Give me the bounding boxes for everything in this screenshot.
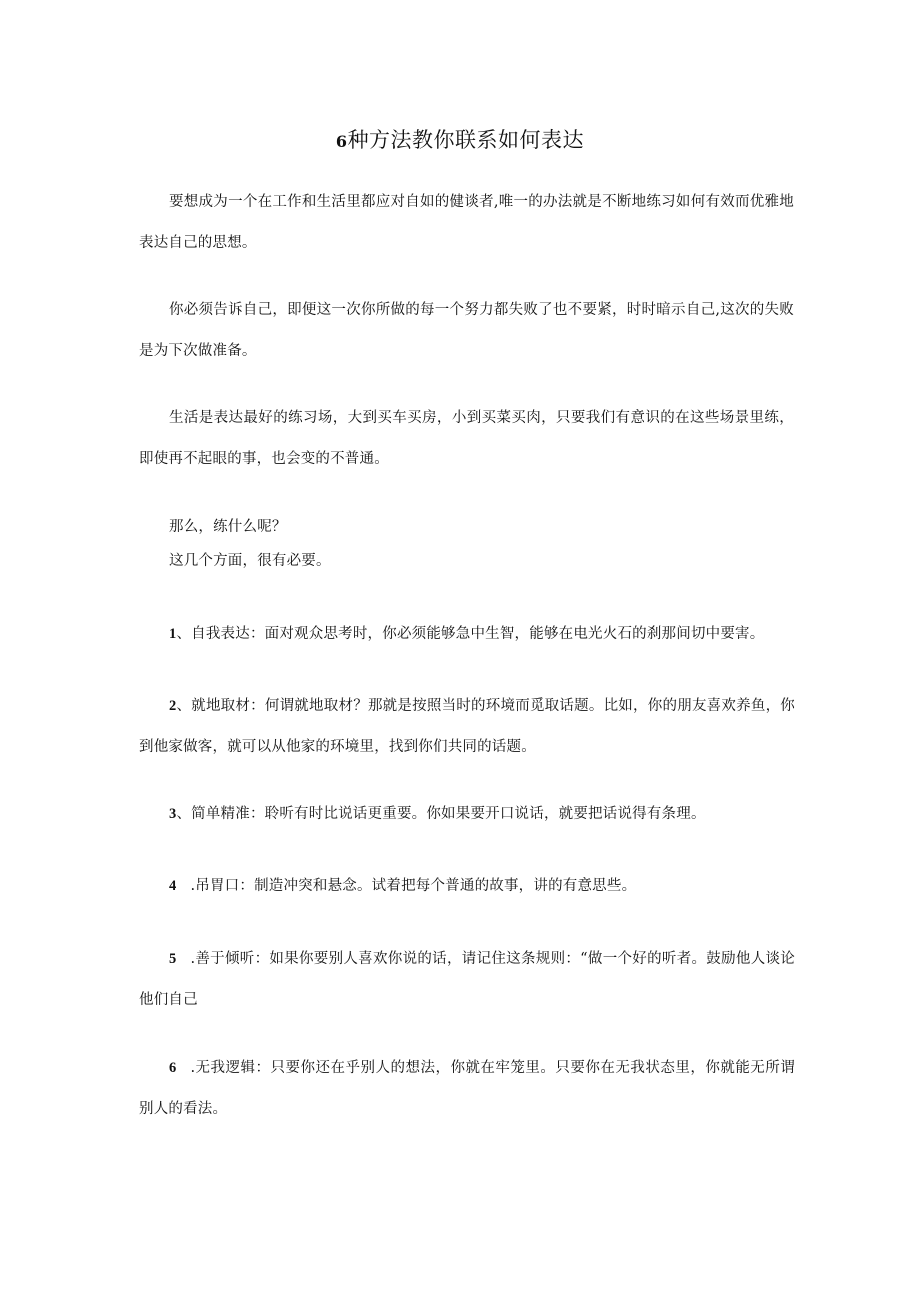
question-line: 那么，练什么呢？ <box>169 519 287 535</box>
item-number: 2 <box>169 698 177 714</box>
item-separator: 、 <box>176 626 192 642</box>
item-separator: 、 <box>176 806 192 822</box>
item-text: 就地取材：何谓就地取材？那就是按照当时的环境而觅取话题。比如，你的朋友喜欢养鱼，你到他家做客，就可以从他家的环境里，找到你们共同的话题。 <box>139 698 796 755</box>
list-item-1 <box>139 614 795 655</box>
paragraph-3: 生活是表达最好的练习场，大到买车买房，小到买菜买肉，只要我们有意识的在这些场景里练，即使再不起眼的事，也会变的不普通。 <box>139 410 794 467</box>
item-text: 自我表达：面对观众思考时，你必须能够急中生智，能够在电光火石的刹那间切中要害。 <box>191 626 765 642</box>
item-separator: . <box>190 878 196 894</box>
paragraph-1: 要想成为一个在工作和生活里都应对自如的健谈者,唯一的办法就是不断地练习如何有效而优雅地表达自己的思想。 <box>139 194 794 251</box>
title-text: 种方法教你联系如何表达 <box>347 128 585 152</box>
item-number: 5 <box>169 951 177 967</box>
list-item-3 <box>139 794 795 835</box>
page-title <box>0 124 920 154</box>
item-number: 6 <box>169 1060 177 1076</box>
item-text: 无我逻辑：只要你还在乎别人的想法，你就在牢笼里。只要你在无我状态里，你就能无所谓别人的看法。 <box>139 1060 795 1117</box>
list-item-2 <box>139 686 795 768</box>
title-number: 6 <box>335 132 348 151</box>
paragraph-2: 你必须告诉自己，即便这一次你所做的每一个努力都失败了也不要紧，时时暗示自己,这次的失败是为下次做准备。 <box>139 302 794 359</box>
item-number: 4 <box>169 878 177 894</box>
list-item-6 <box>139 1048 795 1130</box>
intro-line: 这几个方面，很有必要。 <box>169 553 331 569</box>
item-separator: . <box>190 951 196 967</box>
item-text: 简单精准：聆听有时比说话更重要。你如果要开口说话，就要把话说得有条理。 <box>191 806 706 822</box>
item-text: 善于倾听：如果你要别人喜欢你说的话，请记住这条规则：“做一个好的听者。鼓励他人谈论他们自己 <box>139 951 795 1008</box>
item-text: 吊胃口：制造冲突和悬念。试着把每个普通的故事，讲的有意思些。 <box>195 878 637 894</box>
list-item-5 <box>139 939 795 1021</box>
item-separator: 、 <box>176 698 192 714</box>
item-number: 3 <box>169 806 177 822</box>
item-separator: . <box>190 1060 196 1076</box>
item-number: 1 <box>169 626 177 642</box>
list-item-4 <box>139 866 795 907</box>
